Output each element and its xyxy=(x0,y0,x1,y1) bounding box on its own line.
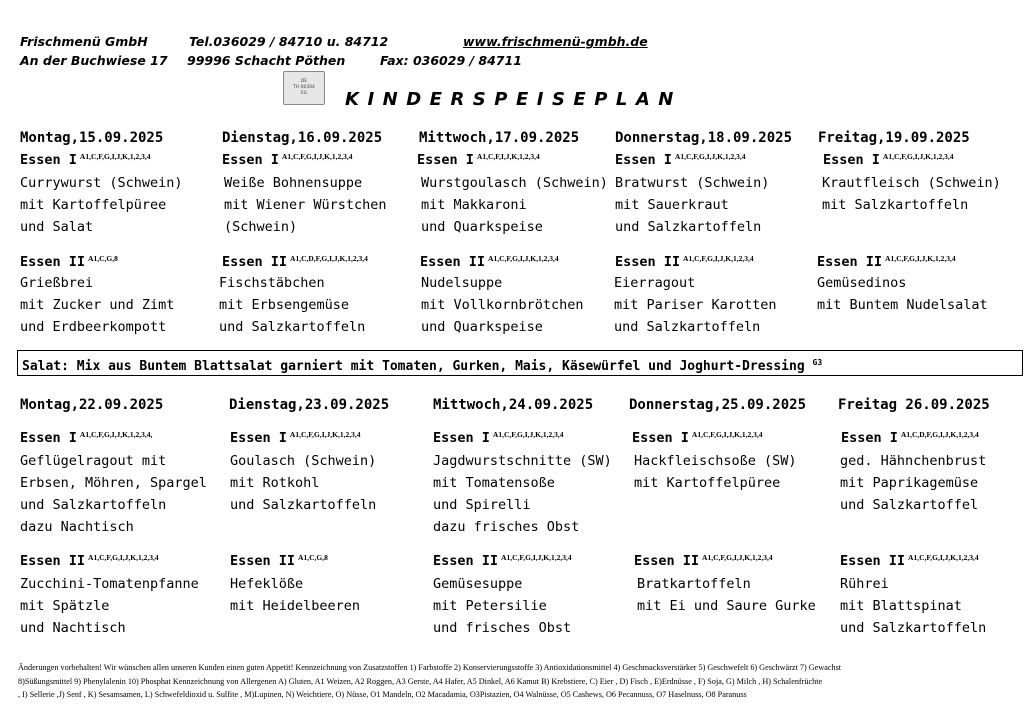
allergen-codes: A1,C,D,F,G,I,J,K,1,2,3,4 xyxy=(290,254,368,263)
essen-1-heading xyxy=(433,430,563,446)
day-date: Freitag,19.09.2025 xyxy=(818,130,970,146)
website-link-text[interactable]: www.frischmenü-gmbh.de xyxy=(463,34,648,49)
allergen-codes: A1,C,F,G,I,J,K,1,2,3,4 xyxy=(281,152,353,161)
essen-2-heading xyxy=(222,254,368,270)
essen-label: Essen I xyxy=(632,430,689,446)
dish-line: mit Vollkornbrötchen xyxy=(421,297,584,313)
dish-line: mit Erbsengemüse xyxy=(219,297,350,313)
dish-line: dazu Nachtisch xyxy=(20,519,134,535)
dish-line: mit Heidelbeeren xyxy=(230,598,361,614)
essen-label: Essen I xyxy=(20,430,77,446)
dish-line: mit Ei und Saure Gurke xyxy=(637,598,816,614)
allergen-codes: A1,C,F,I,J,K,1,2,3,4 xyxy=(476,152,540,161)
essen-2-heading xyxy=(420,254,559,270)
stamp-line: EG xyxy=(300,91,308,96)
allergen-codes: A1,C,F,G,I,J,K,1,2,3,4 xyxy=(289,430,361,439)
dish-line: und Quarkspeise xyxy=(421,219,543,235)
salad-text: Salat: Mix aus Buntem Blattsalat garniert mit Tomaten, Gurken, Mais, Käsewürfel und Joghurt-Dressing xyxy=(22,359,805,374)
dish-line: mit Paprikagemüse xyxy=(840,475,979,491)
essen-label: Essen II xyxy=(817,254,883,270)
essen-1-heading xyxy=(615,152,745,168)
dish-line: mit Spätzle xyxy=(20,598,110,614)
stamp-line: DE xyxy=(300,79,308,84)
street-address: An der Buchwiese 17 xyxy=(20,53,168,68)
dish-line: und Salzkartoffeln xyxy=(615,219,762,235)
dish-line: und Salzkartoffeln xyxy=(20,497,167,513)
dish-line: Bratwurst (Schwein) xyxy=(615,175,770,191)
company-name: Frischmenü GmbH xyxy=(20,34,148,49)
essen-label: Essen I xyxy=(841,430,898,446)
dish-line: Bratkartoffeln xyxy=(637,576,751,592)
dish-line: Jagdwurstschnitte (SW) xyxy=(433,453,612,469)
dish-line: und Salzkartoffeln xyxy=(219,319,366,335)
dish-line: mit Pariser Karotten xyxy=(614,297,777,313)
dish-line: mit Blattspinat xyxy=(840,598,962,614)
essen-label: Essen I xyxy=(615,152,672,168)
allergen-codes: A1,C,F,G,I,J,K,1,2,3,4 xyxy=(492,430,564,439)
city-address: 99996 Schacht Pöthen xyxy=(187,53,346,68)
fax-number: Fax: 036029 / 84711 xyxy=(380,53,522,68)
essen-1-heading xyxy=(230,430,360,446)
website-link[interactable] xyxy=(463,34,648,49)
essen-label: Essen I xyxy=(433,430,490,446)
dish-line: mit Buntem Nudelsalat xyxy=(817,297,988,313)
essen-label: Essen II xyxy=(615,254,681,270)
dish-line: Krautfleisch (Schwein) xyxy=(822,175,1001,191)
dish-line: mit Salzkartoffeln xyxy=(822,197,969,213)
dish-line: und Quarkspeise xyxy=(421,319,543,335)
dish-line: Nudelsuppe xyxy=(421,275,503,291)
dish-line: Hefeklöße xyxy=(230,576,304,592)
essen-2-heading xyxy=(20,254,118,270)
dish-line: Grießbrei xyxy=(20,275,94,291)
essen-label: Essen I xyxy=(823,152,880,168)
day-date: Donnerstag,25.09.2025 xyxy=(629,397,807,413)
essen-label: Essen II xyxy=(20,553,86,569)
dish-line: mit Zucker und Zimt xyxy=(20,297,175,313)
allergen-codes: A1,C,D,F,G,I,J,K,1,2,3,4 xyxy=(900,430,979,439)
essen-label: Essen II xyxy=(433,553,499,569)
allergen-codes: A1,C,F,G,I,J,K,1,2,3,4, xyxy=(79,430,153,439)
day-date: Montag,22.09.2025 xyxy=(20,397,164,413)
dish-line: Zucchini-Tomatenpfanne xyxy=(20,576,199,592)
essen-label: Essen II xyxy=(20,254,86,270)
allergen-codes: A1,C,F,G,I,J,K,1,2,3,4 xyxy=(88,553,159,562)
allergen-codes: A1,C,F,G,I,J,K,1,2,3,4 xyxy=(885,254,956,263)
dish-line: Gemüsesuppe xyxy=(433,576,523,592)
dish-line: Hackfleischsoße (SW) xyxy=(634,453,797,469)
day-date: Montag,15.09.2025 xyxy=(20,130,164,146)
essen-1-heading xyxy=(823,152,953,168)
footer-line: Änderungen vorbehalten! Wir wünschen allen unseren Kunden einen guten Appetit! Kennzeichnung von Zusatzstoffen 1) Farbstoffe 2) Konservierungsstoffe 3) Antioxidationsmittel 4) Geschmacksverstärker 5) Geschwefelt 6) Geschwärzt 7) Gewachst xyxy=(18,663,842,672)
dish-line: und Erdbeerkompott xyxy=(20,319,167,335)
essen-1-heading xyxy=(20,430,152,446)
dish-line: und Salzkartoffel xyxy=(840,497,979,513)
allergen-codes: A1,C,F,G,I,J,K,1,2,3,4 xyxy=(501,553,572,562)
dish-line: mit Makkaroni xyxy=(421,197,527,213)
dish-line: mit Kartoffelpüree xyxy=(634,475,781,491)
dish-line: Weiße Bohnensuppe xyxy=(224,175,363,191)
allergen-codes: A1,C,G,8 xyxy=(88,254,118,263)
essen-2-heading xyxy=(634,553,773,569)
essen-2-heading xyxy=(230,553,328,569)
essen-label: Essen II xyxy=(634,553,700,569)
day-date: Dienstag,16.09.2025 xyxy=(222,130,383,146)
day-date: Mittwoch,24.09.2025 xyxy=(433,397,594,413)
day-date: Mittwoch,17.09.2025 xyxy=(419,130,580,146)
dish-line: mit Kartoffelpüree xyxy=(20,197,167,213)
day-date: Freitag 26.09.2025 xyxy=(838,397,990,413)
dish-line: und Salzkartoffeln xyxy=(230,497,377,513)
dish-line: und Nachtisch xyxy=(20,620,126,636)
dish-line: Gemüsedinos xyxy=(817,275,907,291)
essen-label: Essen II xyxy=(222,254,288,270)
dish-line: und Spirelli xyxy=(433,497,531,513)
essen-1-heading xyxy=(20,152,150,168)
allergen-codes: A1,C,F,G,I,J,K,1,2,3,4 xyxy=(908,553,979,562)
dish-line: und Salzkartoffeln xyxy=(614,319,761,335)
allergen-codes: A1,C,F,G,I,J,K,1,2,3,4 xyxy=(488,254,559,263)
allergen-codes: A1,C,F,G,I,J,K,1,2,3,4 xyxy=(702,553,773,562)
dish-line: Goulasch (Schwein) xyxy=(230,453,377,469)
salad-allergens: G3 xyxy=(812,358,823,367)
footer-line: , I) Sellerie ,J) Senf , K) Sesamsamen, L) Schwefeldioxid u. Sulfite , M)Lupinen, N) Weichtiere, O) Nüsse, O1 Mandeln, O2 Macadamia, O3Pistazien, O4 Walnüsse, O5 Cashews, O6 Pecannuss, O7 Haselnuss, O8 Paranuss xyxy=(18,690,747,699)
allergen-codes: A1,C,F,G,I,J,K,1,2,3,4 xyxy=(674,152,746,161)
dish-line: Rührei xyxy=(840,576,889,592)
dish-line: mit Petersilie xyxy=(433,598,547,614)
essen-1-heading xyxy=(417,152,540,168)
allergen-codes: A1,C,F,G,I,J,K,1,2,3,4 xyxy=(79,152,151,161)
essen-label: Essen II xyxy=(420,254,486,270)
allergen-codes: A1,C,F,G,I,J,K,1,2,3,4 xyxy=(683,254,754,263)
page-title: KINDERSPEISEPLAN xyxy=(345,89,682,110)
dish-line: und Salat xyxy=(20,219,94,235)
essen-label: Essen II xyxy=(840,553,906,569)
essen-1-heading xyxy=(222,152,352,168)
dish-line: mit Sauerkraut xyxy=(615,197,729,213)
allergen-codes: A1,C,F,G,I,J,K,1,2,3,4 xyxy=(691,430,763,439)
dish-line: (Schwein) xyxy=(224,219,298,235)
essen-1-heading xyxy=(841,430,979,446)
dish-line: Wurstgoulasch (Schwein) xyxy=(421,175,608,191)
dish-line: Eierragout xyxy=(614,275,696,291)
dish-line: Fischstäbchen xyxy=(219,275,325,291)
dish-line: Currywurst (Schwein) xyxy=(20,175,183,191)
eu-health-stamp xyxy=(283,71,325,105)
dish-line: und frisches Obst xyxy=(433,620,572,636)
essen-label: Essen I xyxy=(230,430,287,446)
telephone: Tel.036029 / 84710 u. 84712 xyxy=(189,34,389,49)
footer-line: 8)Süßungsmittel 9) Phenylalenin 10) Phosphat Kennzeichnung von Allergenen A) Gluten, A1 Weizen, A2 Roggen, A3 Gerste, A4 Hafer, A5 Dinkel, A6 Kamut B) Krebstiere, C) Eier , D) Fisch , E)Erdnüsse , F) Soja, G) Milch , H) Schalenfrüchte xyxy=(18,677,823,686)
dish-line: Erbsen, Möhren, Spargel xyxy=(20,475,207,491)
allergen-codes: A1,C,G,8 xyxy=(298,553,328,562)
essen-2-heading xyxy=(433,553,572,569)
dish-line: Geflügelragout mit xyxy=(20,453,167,469)
essen-2-heading xyxy=(817,254,956,270)
dish-line: dazu frisches Obst xyxy=(433,519,580,535)
essen-label: Essen I xyxy=(417,152,474,168)
essen-label: Essen II xyxy=(230,553,296,569)
dish-line: ged. Hähnchenbrust xyxy=(840,453,987,469)
dish-line: mit Wiener Würstchen xyxy=(224,197,387,213)
essen-label: Essen I xyxy=(222,152,279,168)
dish-line: mit Tomatensoße xyxy=(433,475,555,491)
essen-2-heading xyxy=(20,553,159,569)
stamp-line: TH 00304 xyxy=(293,85,315,90)
essen-2-heading xyxy=(615,254,754,270)
day-date: Dienstag,23.09.2025 xyxy=(229,397,390,413)
dish-line: und Salzkartoffeln xyxy=(840,620,987,636)
day-date: Donnerstag,18.09.2025 xyxy=(615,130,793,146)
dish-line: mit Rotkohl xyxy=(230,475,320,491)
salad-banner xyxy=(17,350,1023,376)
essen-2-heading xyxy=(840,553,979,569)
allergen-codes: A1,C,F,G,I,J,K,1,2,3,4 xyxy=(882,152,954,161)
essen-label: Essen I xyxy=(20,152,77,168)
essen-1-heading xyxy=(632,430,762,446)
